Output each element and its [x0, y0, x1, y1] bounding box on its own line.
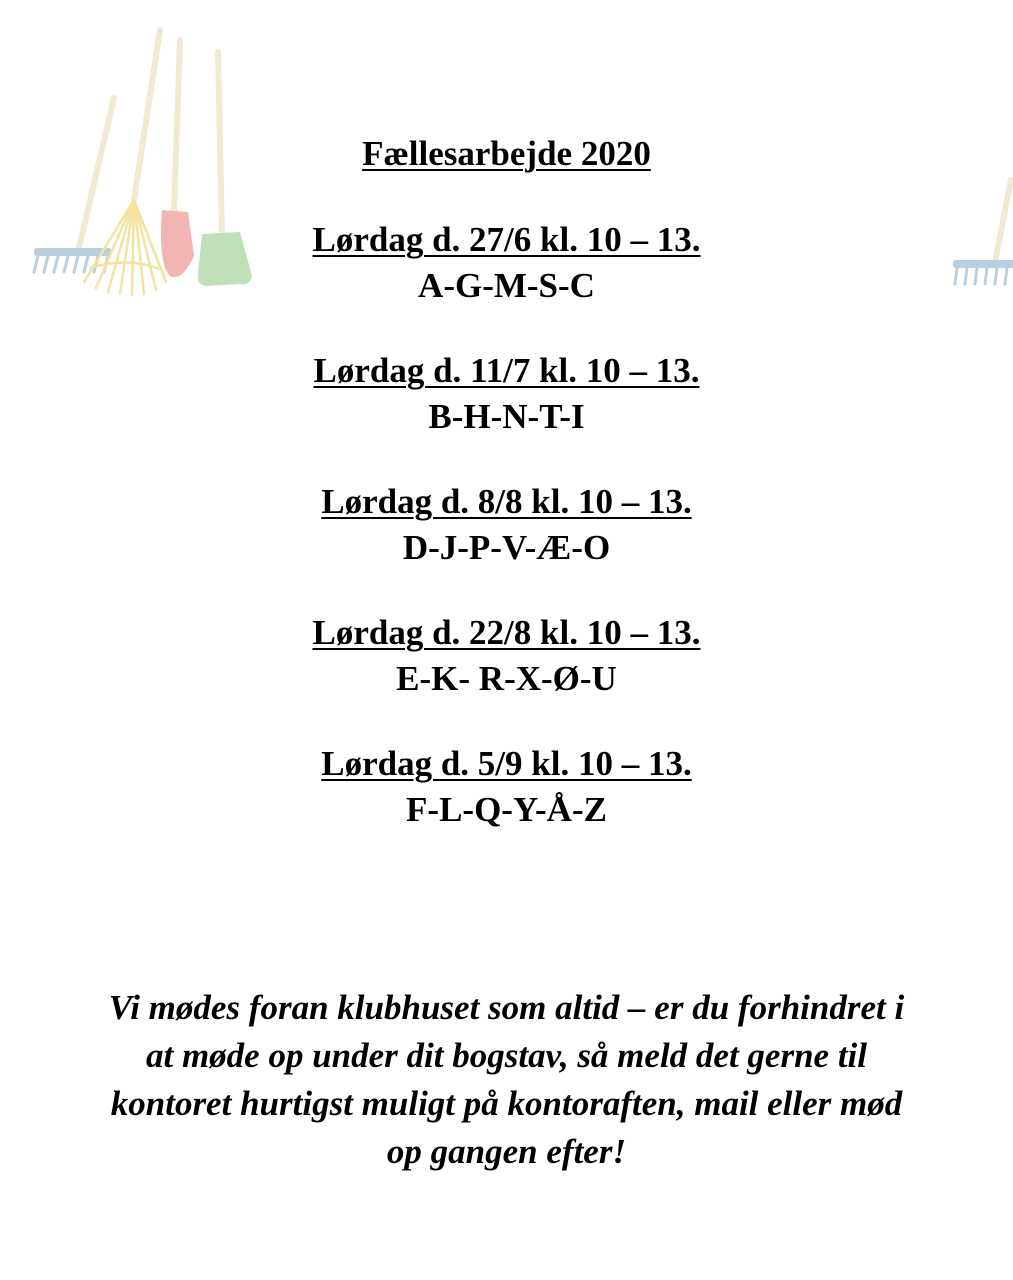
schedule-item — [0, 480, 1013, 611]
session-date: Lørdag d. 8/8 kl. 10 – 13. — [321, 482, 692, 521]
schedule-item — [0, 611, 1013, 742]
session-letters: D-J-P-V-Æ-O — [402, 528, 611, 567]
session-letters: B-H-N-T-I — [428, 397, 585, 436]
schedule-item — [0, 218, 1013, 349]
session-date: Lørdag d. 27/6 kl. 10 – 13. — [312, 220, 701, 259]
session-letters: A-G-M-S-C — [418, 266, 595, 305]
schedule-list — [0, 218, 1013, 873]
session-date: Lørdag d. 11/7 kl. 10 – 13. — [313, 351, 700, 390]
session-date: Lørdag d. 22/8 kl. 10 – 13. — [312, 613, 701, 652]
schedule-item — [0, 349, 1013, 480]
schedule-item — [0, 742, 1013, 873]
session-letters: E-K- R-X-Ø-U — [396, 659, 617, 698]
page-title: Fællesarbejde 2020 — [362, 134, 651, 173]
meeting-note: Vi mødes foran klubhuset som altid – er du forhindret i at møde op under dit bogstav, så meld det gerne til kontoret hurtigst muligt på kontoraften, mail eller mød op gangen efter! — [108, 988, 905, 1171]
session-date: Lørdag d. 5/9 kl. 10 – 13. — [321, 744, 692, 783]
session-letters: F-L-Q-Y-Å-Z — [406, 790, 607, 829]
